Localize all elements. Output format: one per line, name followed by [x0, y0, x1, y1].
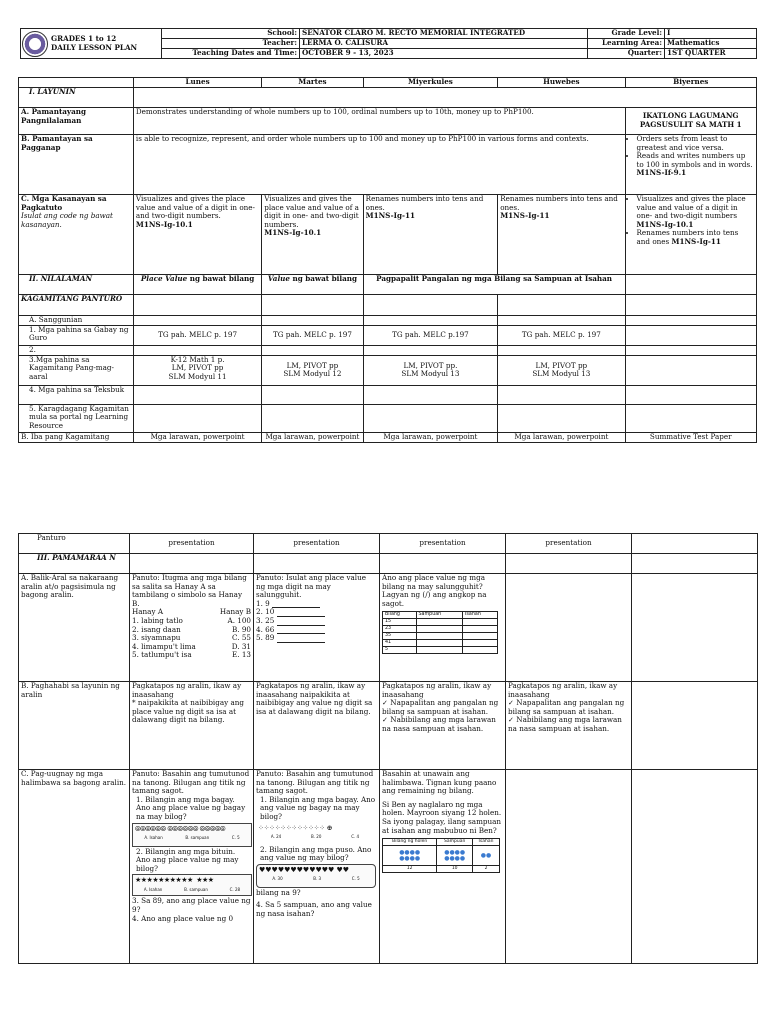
day-header-mon: Lunes: [133, 78, 261, 88]
presentation-tue: presentation: [254, 534, 380, 554]
nilalaman-mon: Place Value ng bawat bilang: [133, 275, 261, 295]
teacher-value: LERMA O. CALISURA: [300, 39, 588, 49]
iba-tue: Mga larawan, powerpoint: [262, 432, 363, 442]
area-label: Learning Area:: [588, 39, 665, 49]
day-header-wed: Miyerkules: [363, 78, 498, 88]
balik-tue: Panuto: Isulat ang place value ng mga digit na may salungguhit. 1. 9 2. 10 3. 25 4. 66 5. 89: [254, 574, 380, 682]
kagamitang-wed: LM, PIVOT pp. SLM Modyul 13: [363, 355, 498, 385]
iba-wed: Mga larawan, powerpoint: [363, 432, 498, 442]
bead-counting-figure: ⦾⦾⦾⦾⦾⦾ ⦾⦾⦾⦾⦾⦾ ⦾⦾⦾⦾⦾ A. Isahan B. sampuan C. 5: [132, 823, 252, 847]
paghahabi-mon: Pagkatapos ng aralin, ikaw ay inaasahang * naipakikita at naibibigay ang place value ng digit sa isa at dalawang digit na bilang.: [130, 682, 254, 770]
pamamaraan-table: [18, 533, 758, 964]
school-label: School:: [162, 29, 300, 39]
iba-mon: Mga larawan, powerpoint: [133, 432, 261, 442]
pagganap-label: B. Pamantayan sa Pagganap: [19, 135, 134, 195]
pamantayang-text: Demonstrates understanding of whole numbers up to 100, ordinal numbers up to 10th, money up to PhP100.: [133, 108, 625, 135]
day-header-thu: Huwebes: [498, 78, 625, 88]
section-layunin: I. LAYUNIN: [19, 88, 134, 108]
presentation-wed: presentation: [380, 534, 506, 554]
kasanayan-fri: • Visualizes and gives the place value and value of a digit in one- and two-digit numbers M1NS-Ig-10.1 • Renames numbers into tens and ones M1NS-Ig-11: [625, 195, 756, 275]
pagugnay-tue: Panuto: Basahin ang tumutunod na tanong. Bilugan ang titik ng tamang sagot. 1. Bilangin ang mga bagay. Ano ang value ng bagay na may bilog? ⁘⁘⁘⁘⁘⁘⁘⁘⁘⁘⁘⁘ ⊕ A. 24 B. 20 C. 4 2. Bilangin ang mga puso. Ano ang value ng may bilog? ♥♥♥♥♥♥♥♥♥♥♥♥ ♥♥ A. 30 B. 3 C. 5 bilang na 9? 4. Sa 5 sampuan, ano ang value ng nasa isahan?: [254, 770, 380, 964]
balik-wed: Ano ang place value ng mga bilang na may salungguhit? Lagyan ng (/) ang angkop na sagot. Bilang Sampuan Isahan 15 23 35 41 5: [380, 574, 506, 682]
row-2-label: 2.: [19, 345, 134, 355]
kagamitang-tue: LM, PIVOT pp SLM Modyul 12: [262, 355, 363, 385]
balik-mon: Panuto: Itugma ang mga bilang sa salita sa Hanay A sa tambilang o simbolo sa Hanay B. Hanay A Hanay B 1. labing tatlo A. 100 2. isang daan B. 90 3. siyamnapu C. 55 4. limampu't lima D. 31 5. tatlumpu't isa E. 13: [130, 574, 254, 682]
star-counting-figure: ★★★★★★★★★★ ★★★ A. Isahan B. sampuan C. 28: [132, 874, 252, 896]
grade-value: I: [665, 29, 757, 39]
iba-fri: Summative Test Paper: [625, 432, 756, 442]
dates-label: Teaching Dates and Time:: [162, 49, 300, 59]
pagugnay-mon: Panuto: Basahin ang tumutunod na tanong. Bilugan ang titik ng tamang sagot. 1. Bilangin ang mga bagay. Ano ang place value ng bagay na may bilog? ⦾⦾⦾⦾⦾⦾ ⦾⦾⦾⦾⦾⦾ ⦾⦾⦾⦾⦾ A. Isahan B. sampuan C. 5 2. Bilangin ang mga bituin. Ano ang place value ng may bilog? ★★★★★★★★★★ ★★★ A. Isahan B. sampuan C. 28 3. Sa 89, ano ang place value ng 9? 4. Ano ang place value ng 0: [130, 770, 254, 964]
nilalaman-wed-thu: Pagpapalit Pangalan ng mga Bilang sa Sampuan at Isahan: [363, 275, 625, 295]
iba-thu: Mga larawan, powerpoint: [498, 432, 625, 442]
nilalaman-tue: Value ng bawat bilang: [262, 275, 363, 295]
kagamitang-label: 3.Mga pahina sa Kagamitang Pang-mag-aaral: [19, 355, 134, 385]
iba-label: B. Iba pang Kagamitang: [19, 432, 134, 442]
quarter-value: 1ST QUARTER: [665, 49, 757, 59]
presentation-mon: presentation: [130, 534, 254, 554]
paghahabi-label: B. Paghahabi sa layunin ng aralin: [19, 682, 130, 770]
school-value: SENATOR CLARO M. RECTO MEMORIAL INTEGRATED: [300, 29, 588, 39]
kagamitang-thu: LM, PIVOT pp SLM Modyul 13: [498, 355, 625, 385]
pagganap-friday: • Orders sets from least to greatest and vice versa. • Reads and writes numbers up to 100 in symbols and in words. M1NS-If-9.1: [625, 135, 756, 195]
section-kagamitan: KAGAMITANG PANTURO: [19, 295, 134, 316]
gabay-wed: TG pah. MELC p.197: [363, 325, 498, 345]
karagdagang-label: 5. Karagdagang Kagamitan mula sa portal ng Learning Resource: [19, 404, 134, 432]
area-value: Mathematics: [665, 39, 757, 49]
dots-counting-figure: ⁘⁘⁘⁘⁘⁘⁘⁘⁘⁘⁘⁘ ⊕ A. 24 B. 20 C. 4: [258, 823, 360, 840]
header-title: GRADES 1 to 12 DAILY LESSON PLAN: [21, 29, 162, 59]
marbles-figure: Bilang ng holen Sampuan Isahan ●●●● ●●●● ●●●● ●●●● ●● 12 10 2: [382, 838, 500, 873]
gabay-mon: TG pah. MELC p. 197: [133, 325, 261, 345]
gabay-thu: TG pah. MELC p. 197: [498, 325, 625, 345]
gabay-tue: TG pah. MELC p. 197: [262, 325, 363, 345]
balik-label: A. Balik-Aral sa nakaraang aralin at/o pagsisimula ng bagong aralin.: [19, 574, 130, 682]
section-pamamaraan: III. PAMAMARAA N: [19, 554, 130, 574]
grade-label: Grade Level:: [588, 29, 665, 39]
section-nilalaman: II. NILALAMAN: [19, 275, 134, 295]
presentation-thu: presentation: [506, 534, 632, 554]
day-header-tue: Martes: [262, 78, 363, 88]
kasanayan-tue: Visualizes and gives the place value and value of a digit in one- and two-digit numbers. M1NS-Ig-10.1: [262, 195, 363, 275]
panturo-label: Panturo: [19, 534, 130, 554]
pamantayang-label: A. Pamantayang Pangnilalaman: [19, 108, 134, 135]
marbles-10-icon: ●●●● ●●●●: [437, 846, 473, 866]
dates-value: OCTOBER 9 - 13, 2023: [300, 49, 588, 59]
pagganap-text: is able to recognize, represent, and order whole numbers up to 100 and money up to PhP100 in various forms and contexts.: [133, 135, 625, 195]
marbles-2-icon: ●●: [473, 846, 500, 866]
header-table: [20, 28, 757, 59]
sanggunian-label: A. Sanggunian: [19, 316, 134, 326]
marbles-12-icon: ●●●● ●●●●: [383, 846, 437, 866]
place-value-table: Bilang Sampuan Isahan 15 23 35 41 5: [382, 611, 498, 654]
pamantayang-friday: IKATLONG LAGUMANG PAGSUSULIT SA MATH 1: [625, 108, 756, 135]
paghahabi-thu: Pagkatapos ng aralin, ikaw ay inaasahang ✓ Napapalitan ang pangalan ng bilang sa sampuan at isahan. ✓ Nabibilang ang mga larawan na nasa sampuan at isahan.: [506, 682, 632, 770]
teksbuk-label: 4. Mga pahina sa Teksbuk: [19, 385, 134, 404]
hearts-counting-figure: ♥♥♥♥♥♥♥♥♥♥♥♥ ♥♥ A. 30 B. 3 C. 5: [256, 864, 376, 888]
kasanayan-thu: Renames numbers into tens and ones. M1NS-Ig-11: [498, 195, 625, 275]
pagugnay-label: C. Pag-uugnay ng mga halimbawa sa bagong aralin.: [19, 770, 130, 964]
pagugnay-wed: Basahin at unawain ang halimbawa. Tignan kung paano ang remaining ng bilang. Si Ben ay naglalaro ng mga holen. Mayroon siyang 12 holen. Sa iyong palagay, ilang sampuan at isahan ang mabubuo ni Ben? Bilang ng holen Sampuan Isahan ●●●● ●●●● ●●●● ●●●● ●● 12 10 2: [380, 770, 506, 964]
kasanayan-wed: Renames numbers into tens and ones. M1NS-Ig-11: [363, 195, 498, 275]
kasanayan-label: C. Mga Kasanayan sa Pagkatuto Isulat ang code ng bawat kasanayan.: [19, 195, 134, 275]
kagamitang-mon: K-12 Math 1 p. LM, PIVOT pp SLM Modyul 11: [133, 355, 261, 385]
day-header-fri: Biyernes: [625, 78, 756, 88]
paghahabi-tue: Pagkatapos ng aralin, ikaw ay inaasahang naipakikita at naibibigay ang value ng digit sa isa at dalawang digit na bilang.: [254, 682, 380, 770]
lesson-plan-table: [18, 77, 757, 443]
kasanayan-mon: Visualizes and gives the place value and value of a digit in one- and two-digit numbers. M1NS-Ig-10.1: [133, 195, 261, 275]
quarter-label: Quarter:: [588, 49, 665, 59]
paghahabi-wed: Pagkatapos ng aralin, ikaw ay inaasahang ✓ Napapalitan ang pangalan ng bilang sa sampuan at isahan. ✓ Nabibilang ang mga larawan na nasa sampuan at isahan.: [380, 682, 506, 770]
gabay-label: 1. Mga pahina sa Gabay ng Guro: [19, 325, 134, 345]
teacher-label: Teacher:: [162, 39, 300, 49]
